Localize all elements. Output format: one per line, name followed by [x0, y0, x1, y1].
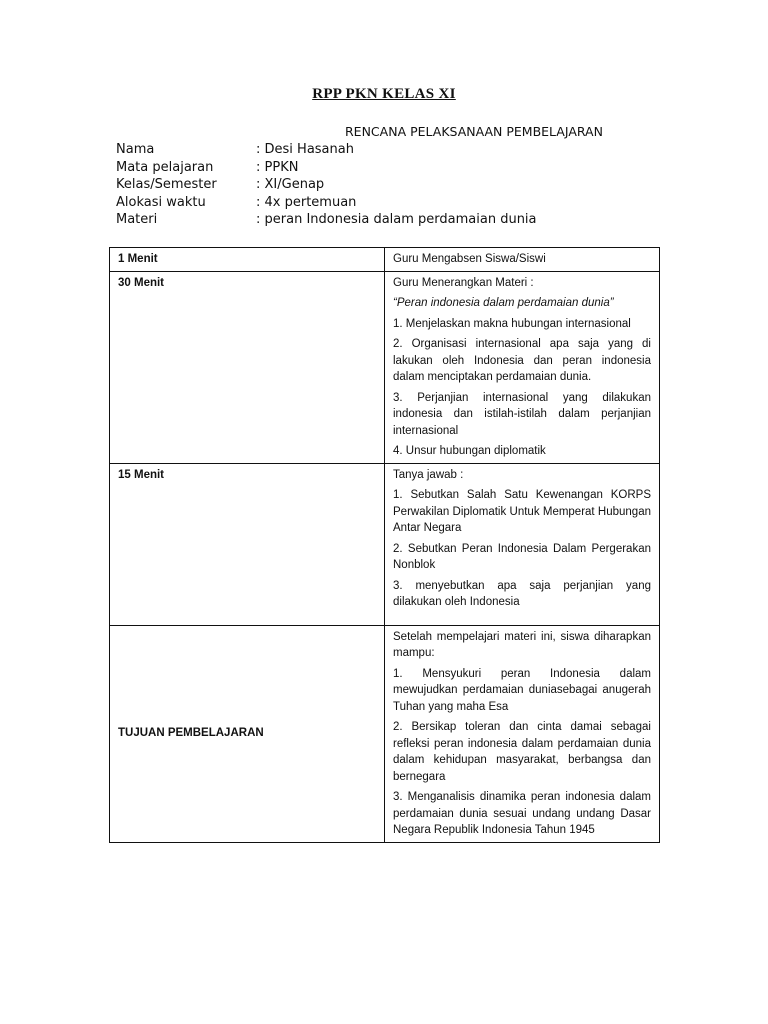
- activity-cell: [385, 271, 660, 463]
- list-item: 3. menyebutkan apa saja perjanjian yang dilakukan oleh Indonesia: [393, 579, 651, 608]
- activity-heading: Tanya jawab :: [393, 468, 464, 481]
- material-quote: “Peran indonesia dalam perdamaian dunia”: [393, 297, 614, 309]
- table-row: [110, 625, 660, 842]
- table-row: [110, 248, 660, 272]
- info-row-alokasi-waktu: [116, 194, 537, 212]
- time-cell: 1 Menit: [110, 248, 385, 272]
- objective-label-cell: TUJUAN PEMBELAJARAN: [110, 625, 385, 842]
- lesson-plan-table: [109, 247, 660, 843]
- activity-cell: [385, 463, 660, 625]
- info-value: : peran Indonesia dalam perdamaian dunia: [256, 212, 537, 228]
- info-row-kelas-semester: [116, 176, 537, 194]
- info-label: Materi: [116, 212, 158, 228]
- info-value: : Desi Hasanah: [256, 142, 354, 157]
- list-item: 1. Sebutkan Salah Satu Kewenangan KORPS Perwakilan Diplomatik Untuk Memperat Hubungan Antar Negara: [393, 489, 651, 534]
- info-value: : XI/Genap: [256, 177, 325, 193]
- info-value: : 4x pertemuan: [256, 194, 357, 210]
- list-item: 3. Menganalisis dinamika peran indonesia dalam perdamaian dunia sesuai undang undang Dasar Negara Republik Indonesia Tahun 1945: [393, 791, 651, 836]
- info-block: [116, 141, 537, 229]
- list-item: 3. Perjanjian internasional yang dilakukan indonesia dan istilah-istilah dalam perjanjian internasional: [393, 391, 651, 437]
- list-item: 1. Menjelaskan makna hubungan internasional: [393, 317, 631, 330]
- activity-cell: Guru Mengabsen Siswa/Siswi: [385, 248, 660, 272]
- info-label: Alokasi waktu: [116, 194, 206, 210]
- list-item: 2. Sebutkan Peran Indonesia Dalam Pergerakan Nonblok: [393, 542, 651, 571]
- info-label: Nama: [116, 142, 155, 157]
- table-row: [110, 463, 660, 625]
- info-row-materi: [116, 211, 537, 229]
- activity-heading: Guru Menerangkan Materi :: [393, 276, 534, 289]
- time-cell: 30 Menit: [110, 271, 385, 463]
- document-subtitle: RENCANA PELAKSANAAN PEMBELAJARAN: [345, 124, 603, 139]
- table-row: [110, 271, 660, 463]
- info-value: : PPKN: [256, 159, 299, 175]
- time-cell: 15 Menit: [110, 463, 385, 625]
- list-item: 2. Organisasi internasional apa saja yang di lakukan oleh Indonesia dan peran indonesia dalam menciptakan perdamaian dunia.: [393, 338, 651, 383]
- list-item: 2. Bersikap toleran dan cinta damai sebagai refleksi peran indonesia dalam perdamaian dunia dalam kehidupan masyarakat, berbangsa dan bernegara: [393, 721, 651, 783]
- objective-intro: Setelah mempelajari materi ini, siswa diharapkan mampu:: [393, 630, 651, 659]
- list-item: 4. Unsur hubungan diplomatik: [393, 445, 546, 457]
- document-title: RPP PKN KELAS XI: [312, 86, 456, 102]
- info-label: Mata pelajaran: [116, 159, 214, 175]
- info-row-nama: [116, 141, 537, 159]
- info-label: Kelas/Semester: [116, 177, 217, 193]
- objective-cell: [385, 625, 660, 842]
- info-row-mata-pelajaran: [116, 159, 537, 177]
- list-item: 1. Mensyukuri peran Indonesia dalam mewujudkan perdamaian duniasebagai anugerah Tuhan yang maha Esa: [393, 667, 651, 713]
